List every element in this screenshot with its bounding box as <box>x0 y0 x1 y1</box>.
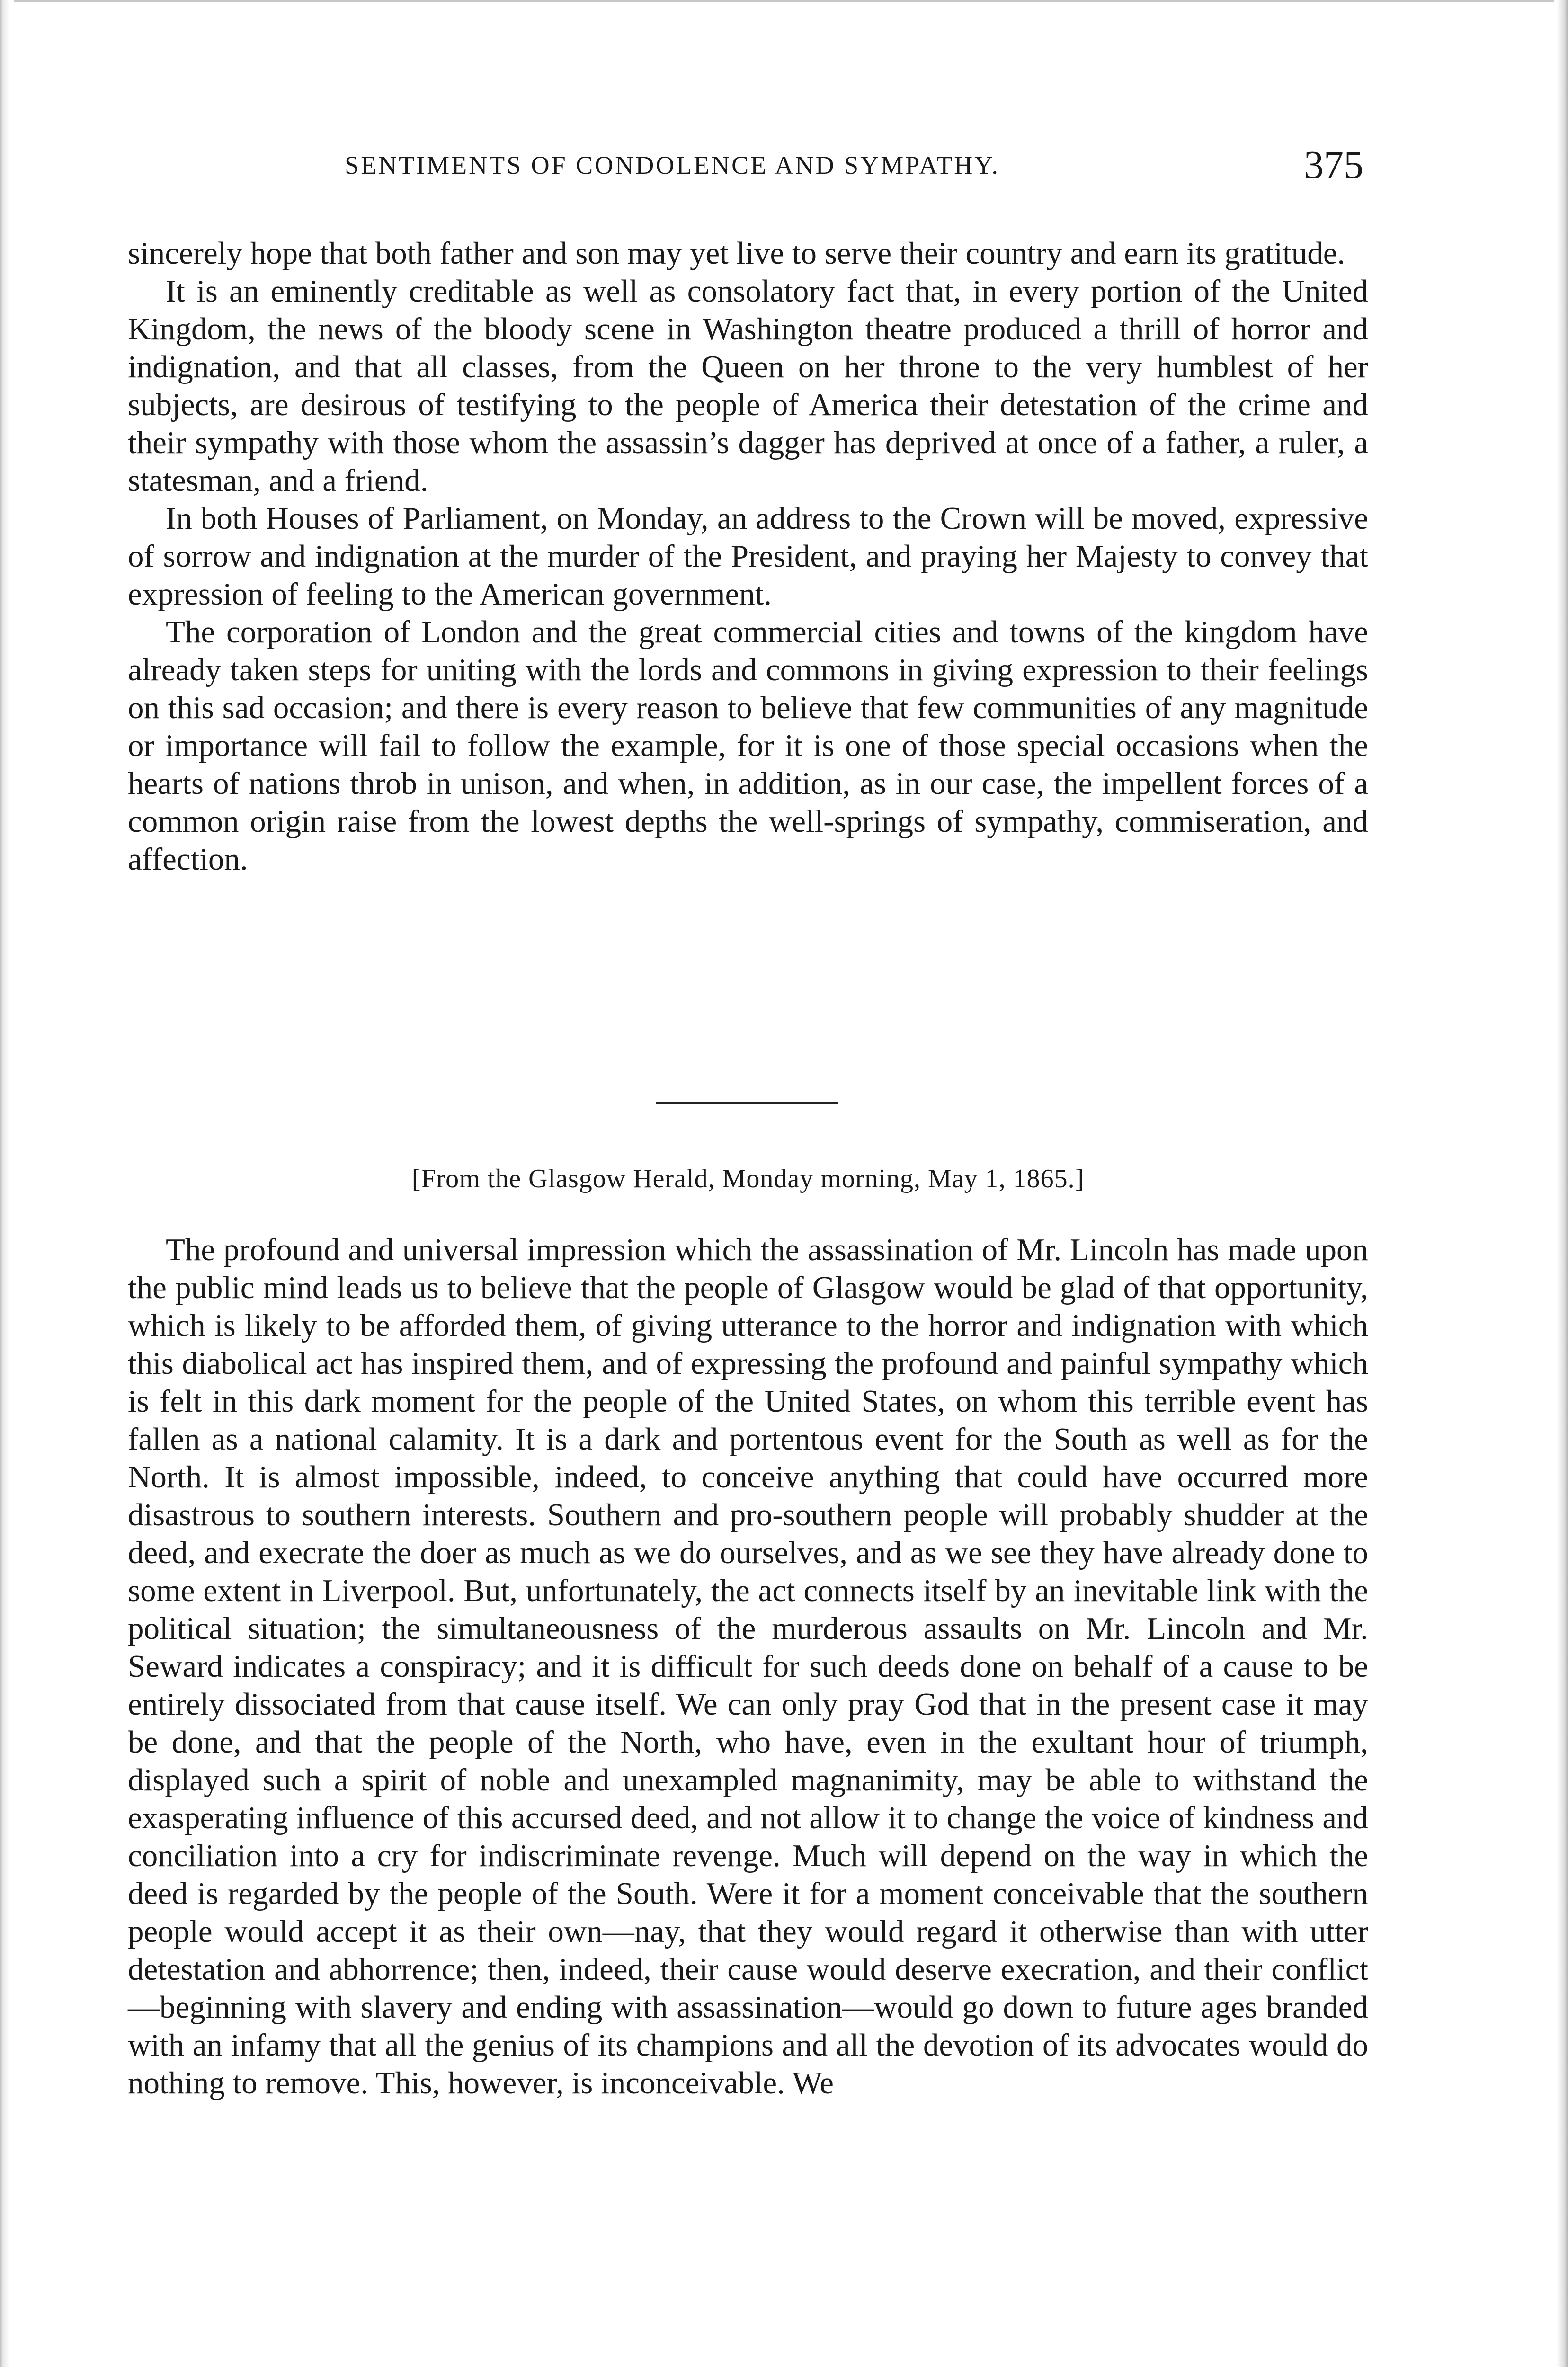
page-top-edge <box>0 0 1568 2</box>
paragraph-continuation: sincerely hope that both father and son may yet live to serve their country and earn its gratitude. <box>128 236 1345 271</box>
running-title: SENTIMENTS OF CONDOLENCE AND SYMPATHY. <box>345 151 1000 179</box>
page-left-edge <box>0 0 14 2367</box>
paragraph: The corporation of London and the great commercial cities and towns of the kingdom have already taken steps for uniting with the lords and commons in giving expression to their feelings on this sad occasion; and there is every reason to believe that few communities of any magnitude or importance will fail to follow the example, for it is one of those special occasions when the hearts of nations throb in unison, and when, in addition, as in our case, the impellent forces of a common origin raise from the lowest depths the well-springs of sympathy, commiseration, and affection. <box>128 614 1368 877</box>
page-right-edge <box>1554 0 1568 2367</box>
running-head <box>128 142 1368 199</box>
page-number: 375 <box>1304 143 1363 187</box>
second-article <box>128 1231 1368 2102</box>
section-divider <box>656 1102 838 1104</box>
paragraph: The profound and universal impression which the assassination of Mr. Lincoln has made upon the public mind leads us to believe that the people of Glasgow would be glad of that opportunity, which is likely to be afforded them, of giving utterance to the horror and indignation with which this diabolical act has inspired them, and of expressing the profound and painful sympathy which is felt in this dark moment for the people of the United States, on whom this terrible event has fallen as a national calamity. It is a dark and portentous event for the South as well as for the North. It is almost impossible, indeed, to conceive anything that could have occurred more disastrous to southern interests. Southern and pro-southern people will probably shudder at the deed, and execrate the doer as much as we do ourselves, and as we see they have already done to some extent in Liverpool. But, unfortunately, the act connects itself by an inevitable link with the political situation; the simultaneousness of the murderous assaults on Mr. Lincoln and Mr. Seward indicates a conspiracy; and it is difficult for such deeds done on behalf of a cause to be entirely dissociated from that cause itself. We can only pray God that in the present case it may be done, and that the people of the North, who have, even in the exultant hour of triumph, displayed such a spirit of noble and unexampled magnanimity, may be able to withstand the exasperating influence of this accursed deed, and not allow it to change the voice of kindness and conciliation into a cry for indiscriminate revenge. Much will depend on the way in which the deed is regarded by the people of the South. Were it for a moment conceivable that the southern people would accept it as their own—nay, that they would regard it otherwise than with utter detestation and abhorrence; then, indeed, their cause would deserve execration, and their conflict—beginning with slavery and ending with assassination—would go down to future ages branded with an infamy that all the genius of its champions and all the devotion of its advocates would do nothing to remove. This, however, is inconceivable. We <box>128 1232 1368 2100</box>
article-source-line: [From the Glasgow Herald, Monday morning, May 1, 1865.] <box>411 1164 1085 1193</box>
first-article <box>128 234 1368 878</box>
paragraph: In both Houses of Parliament, on Monday, an address to the Crown will be moved, expressive of sorrow and indignation at the murder of the President, and praying her Majesty to convey that expression of feeling to the American government. <box>128 501 1368 612</box>
paragraph: It is an eminently creditable as well as consolatory fact that, in every portion of the United Kingdom, the news of the bloody scene in Washington theatre produced a thrill of horror and indignation, and that all classes, from the Queen on her throne to the very humblest of her subjects, are desirous of testifying to the people of America their detestation of the crime and their sympathy with those whom the assassin’s dagger has deprived at once of a father, a ruler, a statesman, and a friend. <box>128 274 1368 498</box>
